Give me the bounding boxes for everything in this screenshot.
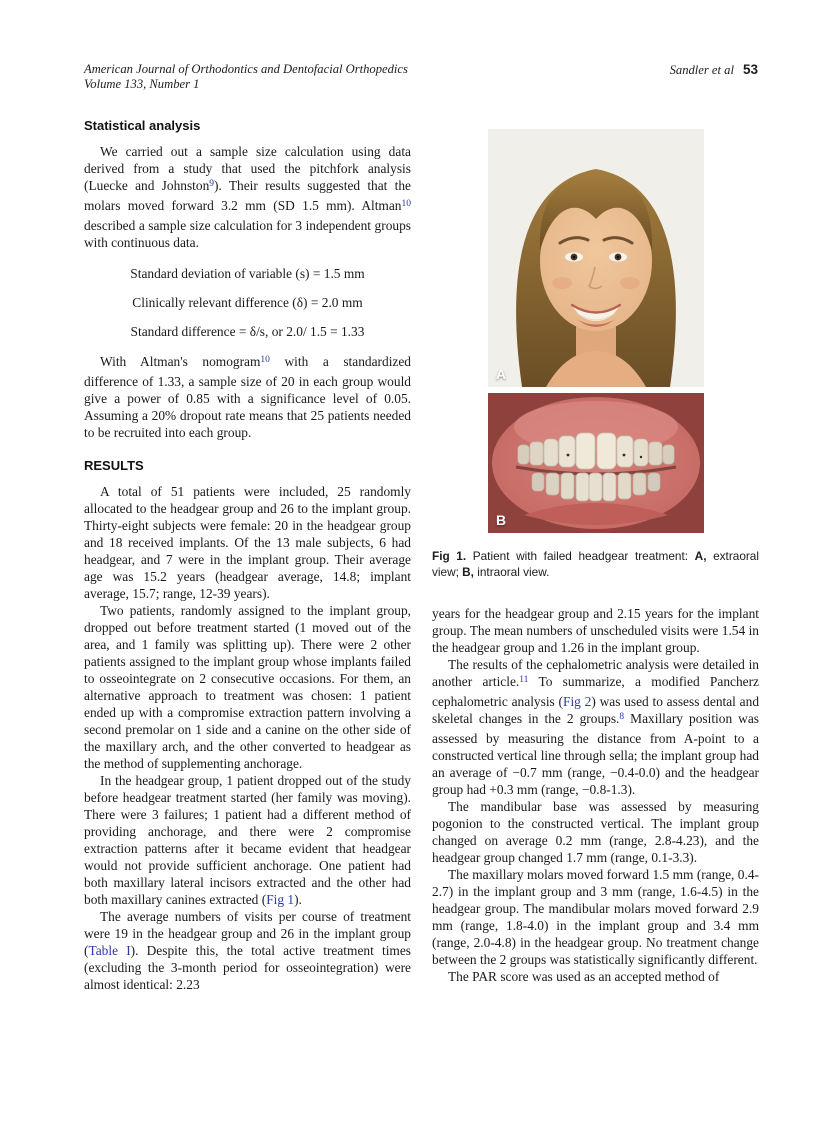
equation-standard-difference: Standard difference = δ/s, or 2.0/ 1.5 = 1.33 (130, 324, 365, 339)
journal-title: American Journal of Orthodontics and Dentofacial Orthopedics (84, 62, 408, 76)
text-segment: We carried out a sample size calculation using data derived from a study that used the pitchfork analysis (Luecke and Johnston (84, 144, 411, 193)
text-segment: The maxillary molars moved forward 1.5 mm (range, 0.4-2.7) in the implant group and 3 mm (range, 1.6-4.5) in the headgear group. The mandibular molars moved forward 2.9 mm (range, 1.8-4.0) in the implant group and 3.4 mm (range, 2.0-4.8) in the headgear group. No treatment change between the 2 groups was statistically significantly different. (432, 867, 759, 967)
text-segment: intraoral view. (473, 565, 550, 579)
paragraph-mandibular-base (432, 798, 759, 866)
cross-reference-link[interactable]: Fig 1 (266, 892, 295, 907)
text-segment: Fig 1. (432, 549, 467, 563)
paragraph-nomogram (84, 353, 411, 441)
text-segment: years for the headgear group and 2.15 years for the implant group. The mean numbers of unscheduled visits were 1.54 in the headgear group and 1.26 in the implant group. (432, 606, 759, 655)
text-segment: extraoral view; (432, 549, 759, 579)
page-header (84, 62, 758, 92)
section-heading-results: RESULTS (84, 458, 144, 473)
cross-reference-link[interactable]: Table I (88, 943, 131, 958)
right-column-text (432, 605, 759, 985)
figure1b-intraoral-photo (488, 393, 704, 533)
text-segment: The mandibular base was assessed by measuring pogonion to the constructed vertical. The implant group changed on average 0.2 mm (range, 2.8-4.23), and the headgear group changed 1.7 mm (range, 0.1-3.3). (432, 799, 759, 865)
paragraph-visit-numbers (84, 908, 411, 993)
text-segment: A total of 51 patients were included, 25 randomly allocated to the headgear group and 26 to the implant group. Thirty-eight subjects were female: 20 in the headgear group and 18 received implants. Of the 13 male subjects, 6 had headgear, and 7 were in the implant group. Their average age was 15.2 years (headgear average, 14.8; implant average, 15.7; range, 12-39 years). (84, 484, 411, 601)
text-segment: The PAR score was used as an accepted method of (448, 969, 720, 984)
text-segment: The average numbers of visits per course of treatment were 19 in the headgear group and 26 in the implant group ( (84, 909, 411, 958)
figure1-caption (432, 548, 759, 580)
photo-label-a: A (496, 366, 507, 382)
journal-identity (84, 62, 408, 92)
running-authors: Sandler et al (669, 63, 734, 77)
section-heading-statistical-analysis: Statistical analysis (84, 118, 201, 133)
text-segment: described a sample size calculation for 3 independent groups with continuous data. (84, 218, 411, 250)
intraoral-teeth-image (488, 393, 704, 533)
text-segment: Patient with failed headgear treatment: (466, 549, 695, 563)
paragraph-sample-size (84, 143, 411, 251)
paragraph-par-score (432, 968, 759, 985)
text-segment: To summarize, a modified Pancherz cephalometric analysis ( (432, 674, 759, 709)
text-segment: ). (294, 892, 302, 907)
paragraph-patient-totals (84, 483, 411, 602)
journal-volume: Volume 133, Number 1 (84, 77, 200, 91)
text-segment: Maxillary position was assessed by measuring the distance from A-point to a constructed vertical line through sella; the implant group had an average of −0.7 mm (range, −0.4-0.0) and the headgear group had +0.3 mm (range, −0.8-1.3). (432, 711, 759, 797)
paragraph-headgear-dropouts (84, 772, 411, 908)
text-segment: B, (462, 565, 474, 579)
paragraph-cephalometric-analysis (432, 656, 759, 798)
citation-superscript[interactable]: 8 (619, 711, 625, 722)
citation-superscript[interactable]: 10 (260, 354, 270, 365)
text-segment: ) was used to assess dental and skeletal changes in the 2 groups. (432, 694, 760, 726)
paragraph-treatment-times (432, 605, 759, 656)
citation-superscript[interactable]: 10 (401, 198, 411, 209)
running-head-right (670, 62, 758, 78)
cross-reference-link[interactable]: Fig 2 (563, 694, 592, 709)
text-segment: ). Their results suggested that the molars moved forward 3.2 mm (SD 1.5 mm). Altman (84, 178, 411, 213)
citation-superscript[interactable]: 11 (519, 674, 529, 685)
text-segment: In the headgear group, 1 patient dropped out of the study before headgear treatment started (her family was moving). There were 3 failures; 1 patient had a different method of providing anchorage, and there were 2 compromise extraction patterns after it became evident that headgear would not provide sufficient anchorage. One patient had both maxillary lateral incisors extracted and the other had both maxillary canines extracted ( (84, 773, 411, 907)
text-segment: The results of the cephalometric analysis were detailed in another article. (432, 657, 759, 689)
text-segment: Two patients, randomly assigned to the implant group, dropped out before treatment started (1 moved out of the area, and 1 family was splitting up). There were 2 other patients assigned to the implant group whose implants failed to osseointegrate on 2 consecutive occasions. For them, an alternative approach to treatment was chosen: 1 patient ended up with a compromise extraction pattern involving a second premolar on 1 side and a canine on the other side of the maxillary arch, and the other converted to headgear as the method of supplementing anchorage. (84, 603, 411, 771)
text-segment: With Altman's nomogram (100, 354, 261, 369)
equation-relevant-difference: Clinically relevant difference (δ) = 2.0 mm (132, 295, 363, 310)
text-segment: with a standardized difference of 1.33, a sample size of 20 in each group would give a power of 0.85 with a significance level of 0.05. Assuming a 20% dropout rate means that 25 patients needed to be recruited into each group. (84, 354, 411, 440)
paragraph-molar-movement (432, 866, 759, 968)
equation-standard-deviation: Standard deviation of variable (s) = 1.5 mm (130, 266, 365, 281)
paragraph-implant-dropouts (84, 602, 411, 772)
figure1 (488, 129, 704, 533)
left-column (84, 118, 411, 993)
extraoral-portrait-image (488, 129, 704, 387)
page-number: 53 (742, 62, 758, 77)
right-column (432, 129, 759, 985)
photo-label-b: B (496, 512, 507, 528)
citation-superscript[interactable]: 9 (209, 178, 215, 189)
text-segment: A, (694, 549, 707, 563)
text-segment: ). Despite this, the total active treatment times (excluding the 3-month period for osseointegration) were almost identical: 2.23 (84, 943, 411, 992)
figure1a-extraoral-photo (488, 129, 704, 387)
